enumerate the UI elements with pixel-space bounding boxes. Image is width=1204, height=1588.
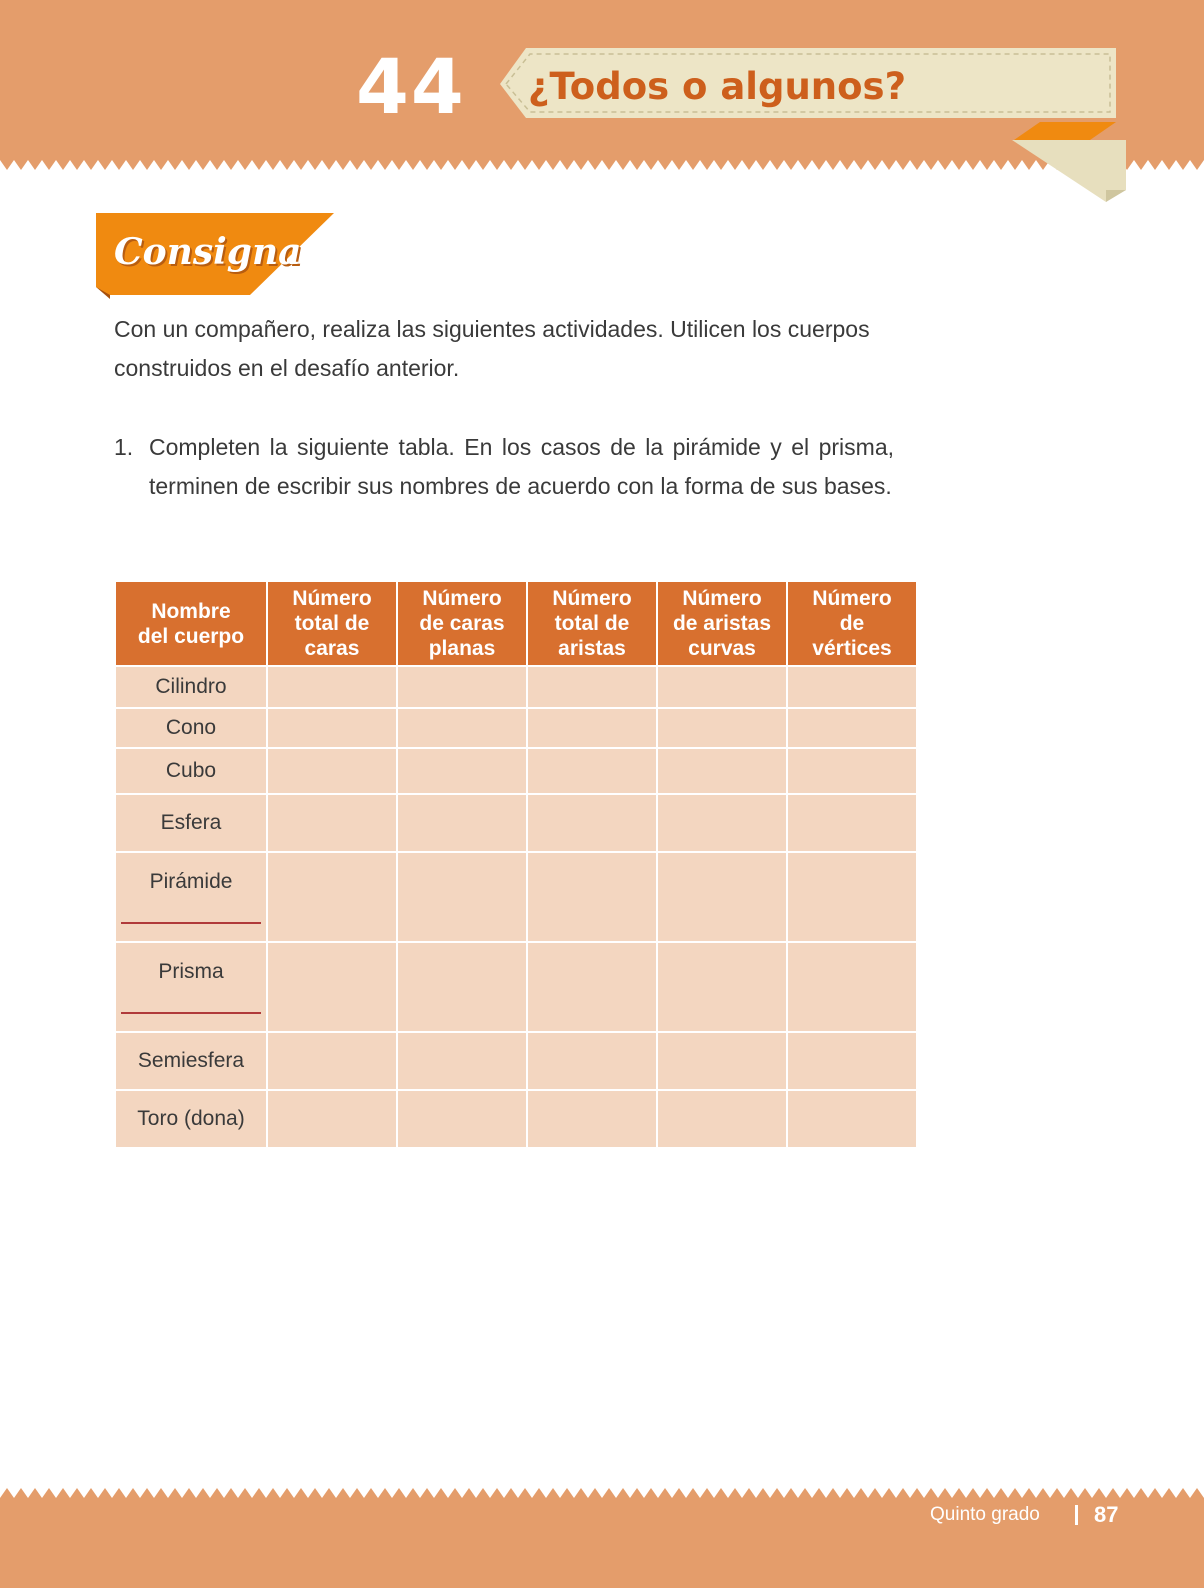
bodies-table [114,580,918,1149]
answer-cell[interactable] [527,852,657,942]
answer-cell[interactable] [787,1090,917,1148]
answer-cell[interactable] [657,708,787,748]
answer-cell[interactable] [657,1090,787,1148]
table-row [115,748,917,794]
answer-cell[interactable] [527,708,657,748]
row-name: Pirámide [149,870,233,893]
header-nombre: Nombre del cuerpo [115,581,267,666]
answer-cell[interactable] [267,794,397,852]
footer-grade: Quinto grado [930,1504,1040,1525]
row-name: Cono [115,708,267,748]
table-row [115,1090,917,1148]
lesson-number: 44 [356,42,466,131]
answer-cell[interactable] [397,748,527,794]
answer-cell[interactable] [787,1032,917,1090]
row-name: Esfera [115,794,267,852]
instruction-number: 1. [114,434,134,460]
answer-cell[interactable] [657,942,787,1032]
row-name-piramide [115,852,267,942]
answer-cell[interactable] [397,852,527,942]
answer-cell[interactable] [787,748,917,794]
answer-cell[interactable] [657,666,787,708]
instruction-1 [114,428,894,506]
instruction-text: Completen la siguiente tabla. En los casos de la pirámide y el prisma, terminen de escribir sus nombres de acuerdo con la forma de sus bases. [149,434,894,499]
answer-cell[interactable] [527,794,657,852]
row-name-prisma [115,942,267,1032]
header-aristas-curvas: Número de aristas curvas [657,581,787,666]
header-caras-planas: Número de caras planas [397,581,527,666]
answer-cell[interactable] [787,794,917,852]
answer-cell[interactable] [787,708,917,748]
answer-cell[interactable] [527,666,657,708]
intro-paragraph: Con un compañero, realiza las siguientes actividades. Utilicen los cuerpos construidos en el desafío anterior. [114,316,870,381]
answer-cell[interactable] [657,748,787,794]
answer-cell[interactable] [527,748,657,794]
consigna-label: Consigna [114,231,302,273]
answer-cell[interactable] [527,942,657,1032]
answer-cell[interactable] [527,1090,657,1148]
table-row [115,852,917,942]
answer-cell[interactable] [267,942,397,1032]
answer-cell[interactable] [267,1090,397,1148]
answer-cell[interactable] [787,852,917,942]
answer-cell[interactable] [397,666,527,708]
answer-cell[interactable] [267,1032,397,1090]
header-total-aristas: Número total de aristas [527,581,657,666]
answer-cell[interactable] [267,852,397,942]
answer-cell[interactable] [657,794,787,852]
answer-cell[interactable] [267,666,397,708]
row-name: Semiesfera [115,1032,267,1090]
table-header-row [115,581,917,666]
lesson-title: ¿Todos o algunos? [528,65,907,108]
answer-cell[interactable] [787,666,917,708]
row-name: Cubo [115,748,267,794]
answer-cell[interactable] [657,852,787,942]
answer-cell[interactable] [657,1032,787,1090]
answer-cell[interactable] [527,1032,657,1090]
answer-cell[interactable] [267,708,397,748]
answer-cell[interactable] [787,942,917,1032]
answer-cell[interactable] [397,1032,527,1090]
answer-cell[interactable] [397,942,527,1032]
answer-cell[interactable] [397,1090,527,1148]
header-total-caras: Número total de caras [267,581,397,666]
table-row [115,942,917,1032]
table-row [115,794,917,852]
answer-cell[interactable] [267,748,397,794]
footer-divider [1075,1505,1078,1525]
row-name: Prisma [158,960,224,983]
page-number: 87 [1094,1502,1119,1527]
table-row [115,1032,917,1090]
answer-cell[interactable] [397,794,527,852]
name-completion-line[interactable] [121,1012,261,1014]
name-completion-line[interactable] [121,922,261,924]
row-name: Cilindro [115,666,267,708]
table-row [115,708,917,748]
row-name: Toro (dona) [115,1090,267,1148]
table-row [115,666,917,708]
header-vertices: Número de vértices [787,581,917,666]
answer-cell[interactable] [397,708,527,748]
